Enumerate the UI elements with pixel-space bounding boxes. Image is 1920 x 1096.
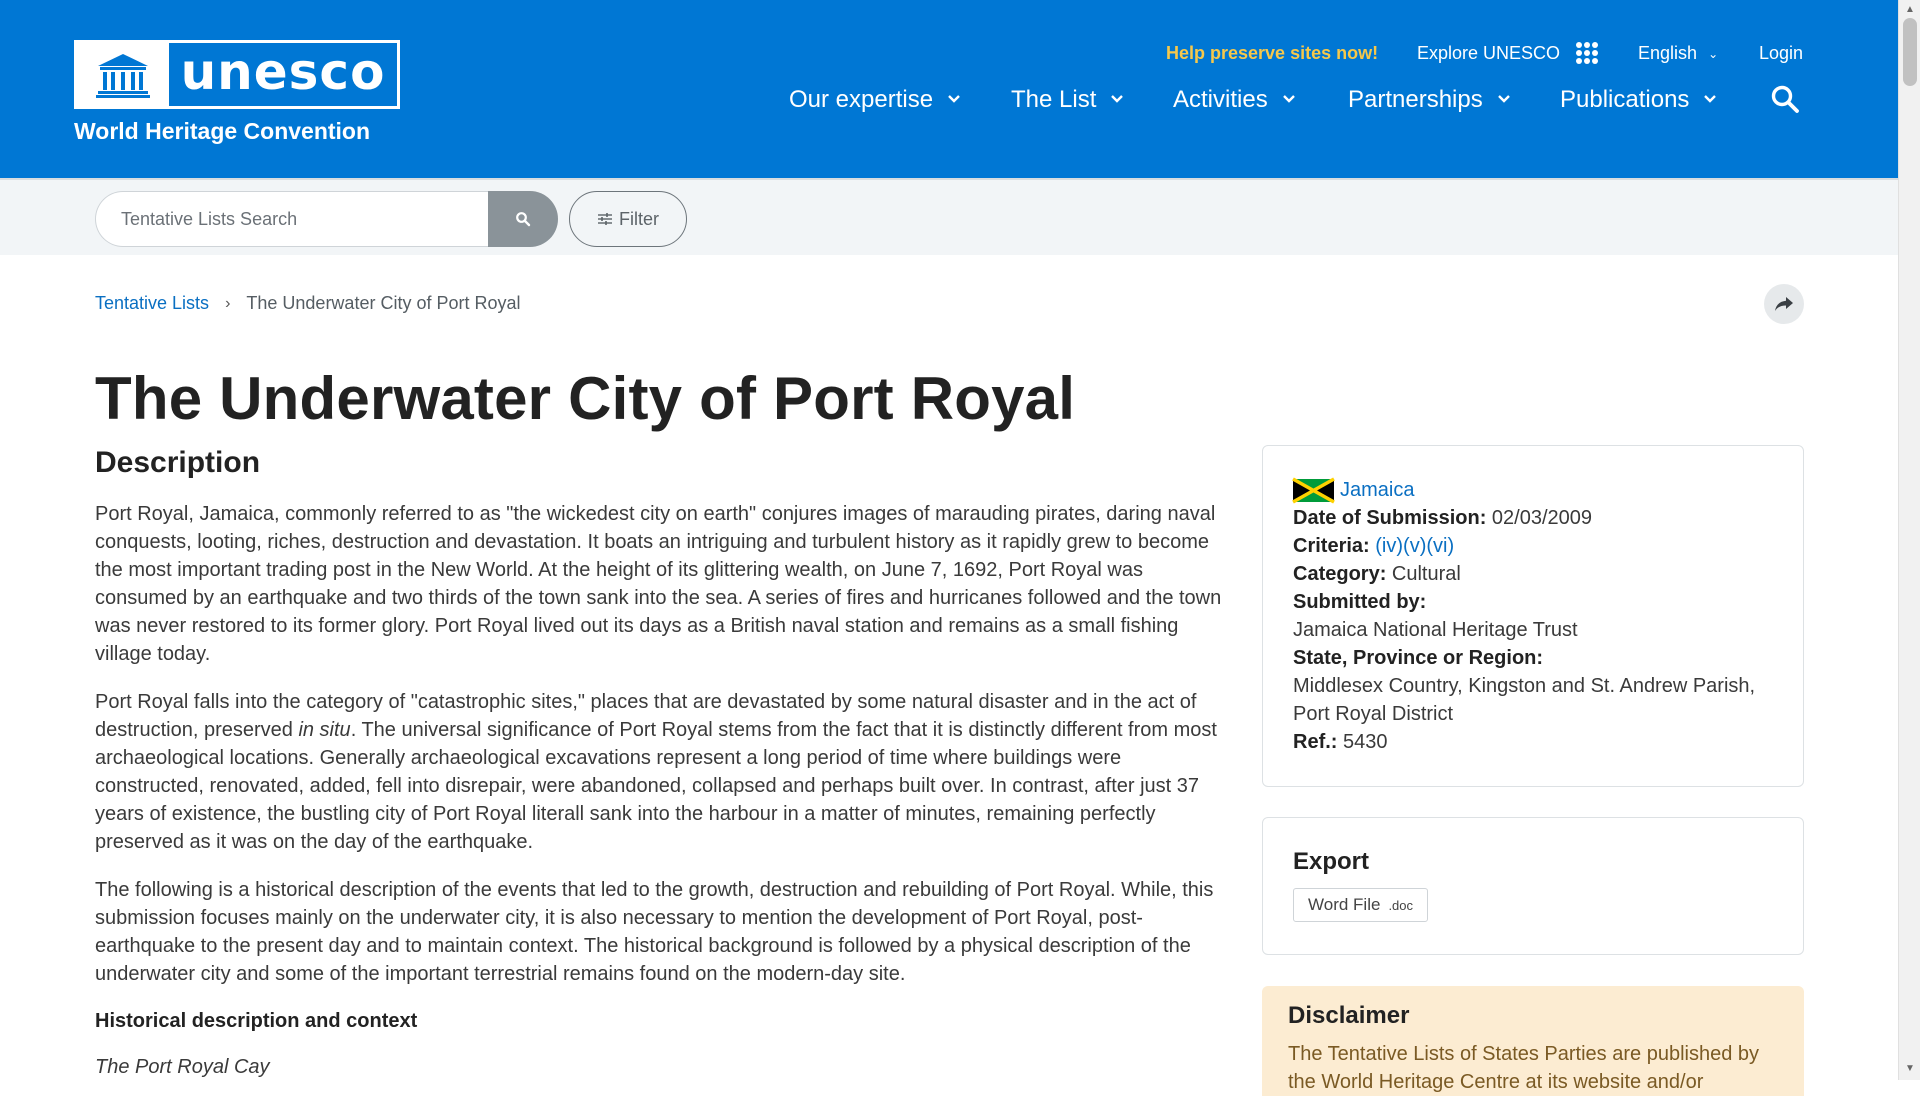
nav-label: Our expertise <box>789 86 934 113</box>
scroll-up-arrow-icon[interactable]: ▲ <box>1905 4 1915 15</box>
country-link[interactable]: Jamaica <box>1340 479 1415 501</box>
disclaimer-text: The Tentative Lists of States Parties are published by the World Heritage Centre at its website and/or <box>1288 1043 1760 1093</box>
category-row <box>1293 560 1773 588</box>
explore-unesco-link[interactable]: Explore UNESCO <box>1417 43 1561 63</box>
criteria-label: Criteria: <box>1293 535 1370 557</box>
region-label: State, Province or Region: <box>1293 647 1544 669</box>
breadcrumb <box>95 293 521 314</box>
country-row <box>1293 476 1773 504</box>
port-royal-cay-subheading: The Port Royal Cay <box>95 1056 270 1078</box>
breadcrumb-separator: › <box>225 294 231 312</box>
site-header <box>0 0 1898 178</box>
word-file-label: Word File <box>1308 895 1381 914</box>
share-button[interactable] <box>1764 284 1804 324</box>
top-links <box>0 43 1898 67</box>
region-row <box>1293 644 1773 672</box>
chevron-down-icon <box>947 94 961 104</box>
ref-row <box>1293 728 1773 756</box>
disclaimer-title: Disclaimer <box>1288 1002 1410 1029</box>
export-title: Export <box>1293 848 1370 875</box>
historical-description-heading: Historical description and context <box>95 1010 418 1032</box>
scrollbar-thumb[interactable] <box>1903 18 1917 86</box>
chevron-down-icon: ⌄ <box>1708 47 1719 61</box>
chevron-down-icon <box>1497 94 1511 104</box>
tentative-search-input[interactable]: Tentative Lists Search <box>95 191 489 247</box>
paragraph-2-text: Port Royal falls into the category of "catastrophic sites," places that are devastated by some natural disaster and in the act of destruction, preserved <box>95 691 1197 741</box>
date-value: 02/03/2009 <box>1491 507 1593 529</box>
ref-label: Ref.: <box>1293 731 1338 753</box>
criteria-link[interactable]: (iv)(v)(vi) <box>1375 535 1455 557</box>
submitted-row <box>1293 588 1773 616</box>
login-link[interactable]: Login <box>1759 43 1804 63</box>
language-selector[interactable] <box>1638 43 1718 64</box>
breadcrumb-current: The Underwater City of Port Royal <box>246 293 521 313</box>
search-icon[interactable] <box>1770 84 1800 114</box>
nav-activities[interactable] <box>1173 86 1296 114</box>
nav-partnerships[interactable] <box>1348 86 1511 114</box>
nav-label: Activities <box>1173 86 1268 113</box>
scroll-down-arrow-icon[interactable]: ▼ <box>1905 1063 1915 1074</box>
description-paragraph-2 <box>95 688 1225 856</box>
nav-our-expertise[interactable] <box>789 86 961 114</box>
submitted-value: Jamaica National Heritage Trust <box>1293 619 1578 641</box>
chevron-down-icon <box>1282 94 1296 104</box>
category-label: Category: <box>1293 563 1387 585</box>
sliders-icon <box>597 212 613 226</box>
nav-publications[interactable] <box>1560 86 1717 114</box>
filter-label: Filter <box>619 208 659 229</box>
description-heading: Description <box>95 446 261 479</box>
date-row <box>1293 504 1773 532</box>
page-title: The Underwater City of Port Royal <box>95 365 1076 432</box>
word-file-extension: .doc <box>1388 897 1414 913</box>
nav-label: Publications <box>1560 86 1690 113</box>
help-preserve-link[interactable]: Help preserve sites now! <box>1166 43 1379 63</box>
nav-label: Partnerships <box>1348 86 1483 113</box>
apps-grid-icon[interactable] <box>1576 42 1598 64</box>
filter-button[interactable] <box>569 191 687 247</box>
disclaimer-box <box>1262 986 1804 1096</box>
search-submit-button[interactable] <box>488 191 558 247</box>
region-value: Middlesex Country, Kingston and St. Andrew Parish, Port Royal District <box>1293 675 1756 725</box>
date-label: Date of Submission: <box>1293 507 1487 529</box>
logo-wordmark: unesco <box>180 42 386 101</box>
description-paragraph-1: Port Royal, Jamaica, commonly referred to as "the wickedest city on earth" conjures images of marauding pirates, daring naval conquests, looting, riches, destruction and devastation. It boats an intriguing and turbulent history as it rapidly grew to become the most important trading post in the New World. At the height of its glittering wealth, on June 7, 1692, Port Royal was consumed by an earthquake and two thirds of the town sank into the sea. A series of fires and hurricanes followed and the town was never restored to its former glory. Port Royal lived out its days as a British naval station and remains as a small fishing village today. <box>95 503 1222 665</box>
jamaica-flag-icon <box>1293 479 1334 502</box>
tentative-search-bar <box>0 178 1898 255</box>
site-info-card <box>1262 445 1804 787</box>
search-icon <box>515 211 531 227</box>
chevron-down-icon <box>1110 94 1124 104</box>
main-nav <box>0 86 1898 116</box>
logo-subtitle[interactable]: World Heritage Convention <box>74 118 371 144</box>
chevron-down-icon <box>1703 94 1717 104</box>
ref-value: 5430 <box>1343 731 1388 753</box>
export-card <box>1262 817 1804 955</box>
description-paragraph-3: The following is a historical description of the events that led to the growth, destruction and rebuilding of Port Royal. While, this submission focuses mainly on the underwater city, it is also necessary to mention the development of Port Royal, post-earthquake to the present day and to maintain context. The historical background is followed by a physical description of the underwater city and some of the important terrestrial remains found on the modern-day site. <box>95 879 1214 985</box>
category-value: Cultural <box>1391 563 1461 585</box>
nav-the-list[interactable] <box>1011 86 1124 114</box>
in-situ-italic: in situ <box>298 719 351 741</box>
paragraph-2-text-cont: . The universal significance of Port Royal stems from the fact that it is distinctly different from most archaeological locations. Generally archaeological excavations represent a long period of time where buildings were constructed, renovated, added, fell into disrepair, were abandoned, collapsed and perhaps built over. In contrast, after just 37 years of existence, the bustling city of Port Royal literall sank into the harbour in a matter of minutes, remaining perfectly preserved as it was on the day of the earthquake. <box>95 719 1217 853</box>
export-word-button[interactable] <box>1293 888 1428 922</box>
criteria-row <box>1293 532 1773 560</box>
breadcrumb-tentative-lists[interactable]: Tentative Lists <box>95 293 210 313</box>
nav-label: The List <box>1011 86 1097 113</box>
vertical-scrollbar[interactable] <box>1898 0 1920 1080</box>
language-label: English <box>1638 43 1698 63</box>
share-arrow-icon <box>1774 295 1794 313</box>
submitted-label: Submitted by: <box>1293 591 1427 613</box>
